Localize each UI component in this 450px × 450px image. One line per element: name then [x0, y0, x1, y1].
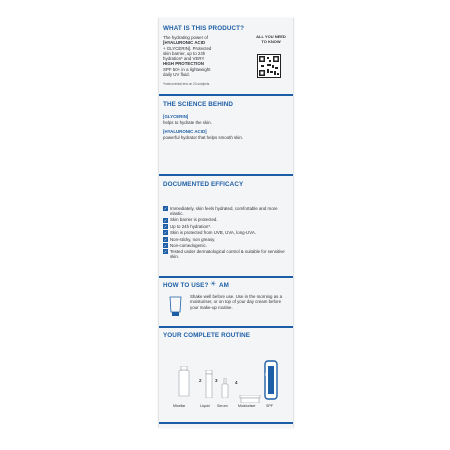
ingredient-desc: powerful hydrator that helps smooth skin. [163, 135, 244, 140]
list-item-text: Non-comedogenic. [170, 242, 207, 248]
section-divider [159, 422, 293, 424]
howto-heading: HOW TO USE? [163, 282, 209, 289]
list-item-text: Skin barrier is protected. [170, 217, 218, 223]
science-heading: THE SCIENCE BEHIND [163, 101, 234, 108]
routine-number: 4 [235, 380, 238, 385]
checkbox-icon: ✓ [163, 243, 168, 249]
list-item [163, 230, 289, 235]
tube-icon [165, 295, 187, 322]
checkbox-icon: ✓ [163, 230, 168, 236]
routine-heading: YOUR COMPLETE ROUTINE [163, 332, 251, 339]
bottle-icon [221, 378, 229, 403]
product-desc-line: The hydrating power of [163, 35, 208, 40]
qr-label: ALL YOU NEED TO KNOW [256, 34, 286, 44]
footnote: *Instrumental test on 24 subjects. [163, 82, 211, 86]
list-item [163, 224, 289, 229]
checkbox-icon: ✓ [163, 249, 168, 255]
ingredient-name: [HYALURONIC ACID] [163, 129, 207, 134]
list-item-text: Up to 24h hydration*. [170, 223, 212, 229]
routine-label: Micellar [173, 404, 186, 408]
product-desc-line: SPF 50+ in a lightweight [163, 66, 211, 72]
list-item-text: Skin is protected from UVB, UVA, long-UVA. [170, 230, 256, 236]
routine-number: 5 [265, 372, 268, 377]
routine-label: SPF [266, 404, 273, 408]
section-divider [159, 276, 293, 278]
routine-number: 2 [199, 378, 202, 383]
list-item-text: Non-sticky, non greasy. [170, 236, 216, 242]
list-item-text: Immediately, skin feels hydrated, comfortable and more elastic. [170, 206, 278, 217]
qr-code-icon[interactable] [257, 54, 281, 78]
usage-instructions: Shake well before use. Use in the morning as a moisturiser, or on top of your day cream before your make-up routine. [190, 294, 283, 310]
product-desc-line: + GLYCERIN]. Protected [163, 45, 212, 51]
list-item-text: Tested under dermatological control & suitable for sensitive skin. [170, 249, 285, 260]
section-divider [159, 174, 293, 176]
checkbox-icon: ✓ [163, 223, 168, 229]
routine-steps [159, 366, 293, 420]
routine-label: Moisturiser [238, 404, 256, 408]
bottle-icon [177, 366, 191, 403]
routine-label: Serum [217, 404, 228, 408]
product-desc-line: daily UV fluid. [163, 72, 190, 78]
product-desc-line: skin barrier, up to 24h [163, 50, 206, 56]
list-item [163, 237, 289, 242]
ingredient-desc: helps to hydrate the skin. [163, 120, 212, 125]
product-desc-line: hydration* and VERY [163, 56, 205, 62]
routine-number: 3 [215, 378, 218, 383]
product-info-panel [158, 18, 294, 428]
section-divider [159, 326, 293, 328]
routine-label: Liquid [200, 404, 210, 408]
list-item [163, 249, 289, 259]
time-label: AM [219, 282, 229, 289]
product-desc-line: HIGH PROTECTION [163, 61, 204, 67]
ingredient-name: [GLYCERIN] [163, 114, 189, 119]
checkbox-icon: ✓ [163, 217, 168, 223]
product-desc-line: [HYALURONIC ACID [163, 40, 206, 46]
efficacy-heading: DOCUMENTED EFFICACY [163, 181, 244, 188]
checkbox-icon: ✓ [163, 236, 168, 242]
list-item [163, 243, 289, 248]
bottle-icon [205, 370, 213, 403]
section-divider [159, 94, 293, 96]
product-description [163, 35, 253, 77]
product-heading: WHAT IS THIS PRODUCT? [163, 25, 245, 32]
list-item [163, 206, 289, 216]
list-item [163, 217, 289, 222]
checkbox-icon: ✓ [163, 206, 168, 212]
efficacy-list [163, 206, 289, 261]
sun-icon: ☀ [210, 281, 217, 288]
spf-tube-icon [263, 360, 279, 405]
